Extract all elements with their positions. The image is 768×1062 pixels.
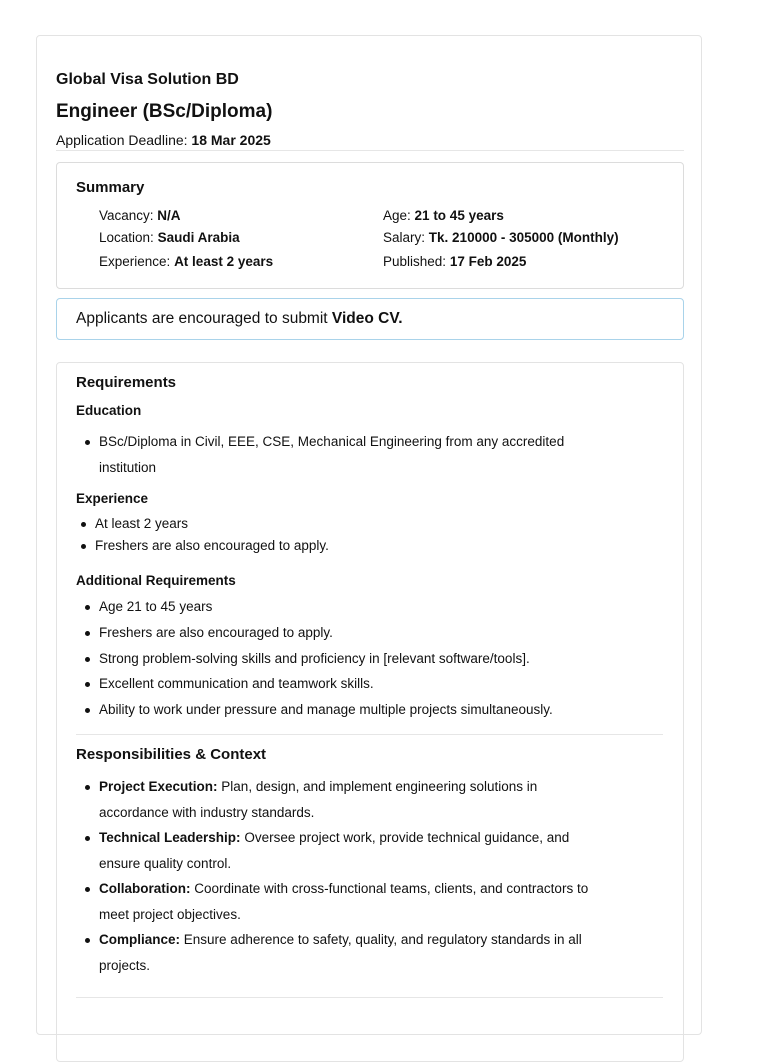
- summary-published: [383, 254, 526, 269]
- requirements-title: Requirements: [76, 374, 177, 391]
- additional-requirements-title: Additional Requirements: [76, 573, 236, 588]
- location-value: Saudi Arabia: [157, 230, 240, 245]
- notice-message: Applicants are encouraged to submit: [76, 310, 328, 327]
- application-deadline: [56, 132, 271, 148]
- additional-item: Freshers are also encouraged to apply.: [99, 620, 333, 646]
- responsibility-label: Collaboration:: [99, 881, 191, 896]
- responsibilities-title: Responsibilities & Context: [76, 746, 267, 763]
- summary-age: [383, 208, 504, 223]
- summary-experience: [99, 254, 273, 269]
- section-divider: [76, 734, 663, 735]
- experience-value: At least 2 years: [174, 254, 274, 269]
- age-value: 21 to 45 years: [414, 208, 504, 223]
- education-title: Education: [76, 403, 142, 418]
- section-divider: [76, 997, 663, 998]
- responsibility-item: [99, 825, 569, 877]
- location-label: Location:: [99, 230, 154, 245]
- responsibility-item: [99, 927, 582, 979]
- header-divider: [56, 150, 684, 151]
- responsibility-line2: ensure quality control.: [99, 856, 232, 871]
- experience-item: Freshers are also encouraged to apply.: [95, 533, 329, 559]
- additional-item: Strong problem-solving skills and proficiency in [relevant software/tools].: [99, 646, 530, 672]
- experience-title: Experience: [76, 491, 149, 506]
- responsibility-label: Project Execution:: [99, 779, 218, 794]
- responsibility-item: [99, 774, 537, 826]
- additional-item: Excellent communication and teamwork skills.: [99, 671, 374, 697]
- summary-salary: [383, 230, 619, 245]
- summary-vacancy: [99, 208, 181, 223]
- additional-item: Age 21 to 45 years: [99, 594, 212, 620]
- responsibility-line1: Plan, design, and implement engineering solutions in: [221, 779, 538, 794]
- published-label: Published:: [383, 254, 447, 269]
- job-title: Engineer (BSc/Diploma): [56, 101, 273, 122]
- company-name: Global Visa Solution BD: [56, 71, 239, 88]
- education-item-line1: BSc/Diploma in Civil, EEE, CSE, Mechanical Engineering from any accredited: [99, 434, 565, 449]
- deadline-label: Application Deadline:: [56, 132, 188, 148]
- responsibility-line2: projects.: [99, 958, 151, 973]
- responsibility-label: Technical Leadership:: [99, 830, 241, 845]
- experience-label: Experience:: [99, 254, 171, 269]
- responsibility-line2: meet project objectives.: [99, 907, 241, 922]
- deadline-value: 18 Mar 2025: [191, 132, 271, 148]
- published-value: 17 Feb 2025: [449, 254, 527, 269]
- education-item: [99, 429, 564, 481]
- salary-label: Salary:: [383, 230, 426, 245]
- education-item-line2: institution: [99, 460, 157, 475]
- experience-item: At least 2 years: [95, 511, 188, 537]
- responsibility-line1: Oversee project work, provide technical guidance, and: [244, 830, 570, 845]
- notice-highlight: Video CV.: [331, 310, 403, 327]
- vacancy-label: Vacancy:: [99, 208, 154, 223]
- summary-location: [99, 230, 240, 245]
- vacancy-value: N/A: [157, 208, 181, 223]
- responsibility-label: Compliance:: [99, 932, 181, 947]
- responsibility-line1: Coordinate with cross-functional teams, clients, and contractors to: [194, 881, 589, 896]
- salary-value: Tk. 210000 - 305000 (Monthly): [428, 230, 619, 245]
- additional-item: Ability to work under pressure and manage multiple projects simultaneously.: [99, 697, 553, 723]
- responsibility-item: [99, 876, 588, 928]
- responsibility-line1: Ensure adherence to safety, quality, and regulatory standards in all: [183, 932, 582, 947]
- summary-panel: [56, 162, 684, 289]
- notice-text: [76, 310, 403, 328]
- summary-title: Summary: [76, 179, 145, 196]
- responsibility-line2: accordance with industry standards.: [99, 805, 315, 820]
- age-label: Age:: [383, 208, 411, 223]
